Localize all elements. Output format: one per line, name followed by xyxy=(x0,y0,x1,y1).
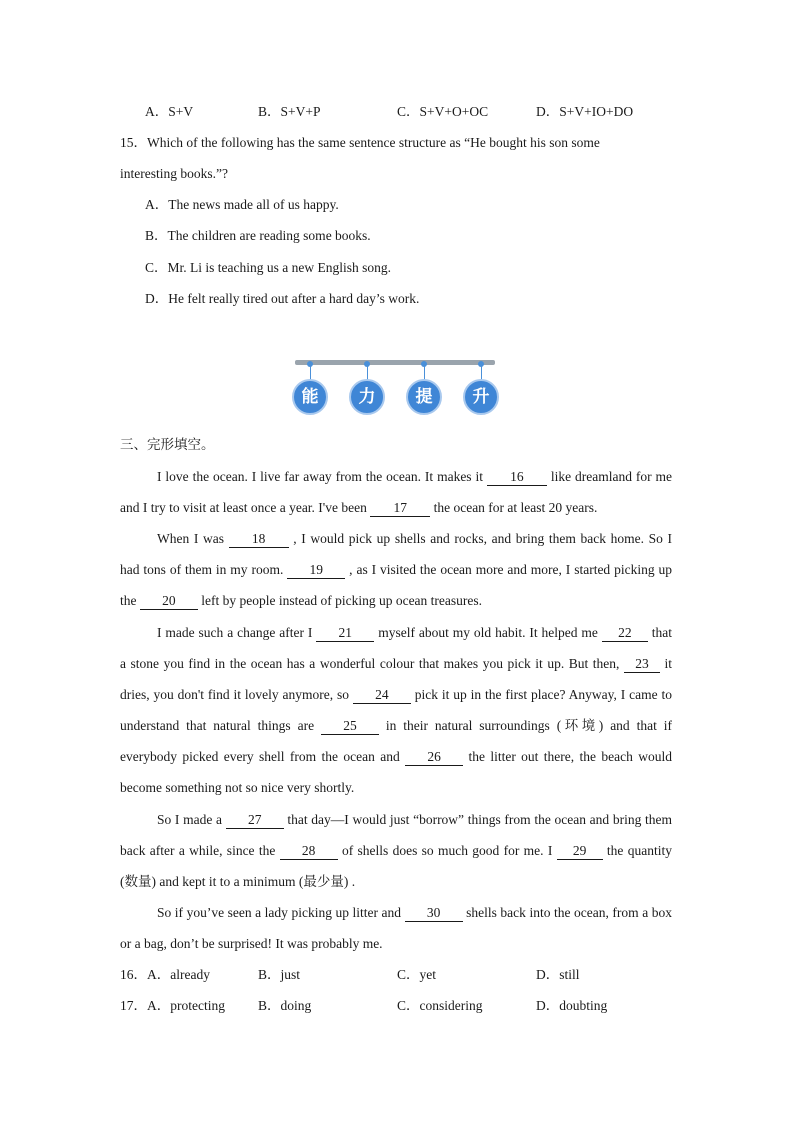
blank-26: 26 xyxy=(405,749,463,766)
passage-text: left by people instead of picking up ocean treasures. xyxy=(197,593,483,609)
passage-text: the ocean for at least 20 years. xyxy=(430,500,598,516)
passage-text: myself about my old habit. It helped me xyxy=(374,625,602,640)
passage-text: it dries, you don't find it lovely anymore, so xyxy=(120,656,672,703)
passage-text: that day—I would just “borrow” things from the ocean and bring them back after a while, since the xyxy=(120,812,672,859)
blank-16: 16 xyxy=(487,469,547,486)
q14-option-a: A．S+V xyxy=(145,104,194,119)
q17-option-b: B．doing xyxy=(258,998,312,1013)
section-heading: 三、完形填空。 xyxy=(120,437,215,453)
banner-char-2: 力 xyxy=(349,379,385,415)
blank-30: 30 xyxy=(405,905,463,922)
q16-option-b: B．just xyxy=(258,967,301,982)
blank-21: 21 xyxy=(316,625,374,642)
q15-stem-line2: interesting books.”? xyxy=(120,166,228,181)
banner-char-3: 提 xyxy=(406,379,442,415)
passage-text: I made such a change after I xyxy=(157,625,317,640)
passage-text: shells back into the ocean, from a box or a bag, don’t be surprised! It was probably me. xyxy=(120,905,672,952)
blank-20: 20 xyxy=(140,593,198,610)
passage-paragraph-5 xyxy=(120,897,672,959)
passage-text: I love the ocean. I live far away from the ocean. It makes it xyxy=(157,469,487,484)
passage-text: , I would pick up shells and rocks, and bring them back home. So I had tons of them in my room. xyxy=(120,531,672,578)
passage-text: So I made a xyxy=(157,812,226,827)
passage-text: of shells does so much good for me. I xyxy=(337,843,557,859)
q17-option-c: C．considering xyxy=(397,998,483,1013)
blank-25: 25 xyxy=(321,718,379,735)
q15-option-a: A．The news made all of us happy. xyxy=(145,197,339,212)
banner-char-1: 能 xyxy=(292,379,328,415)
q16-option-c: C．yet xyxy=(397,967,436,982)
q14-option-c: C．S+V+O+OC xyxy=(397,104,489,119)
passage-text: pick it up in the first place? Anyway, I came to understand that natural things are xyxy=(120,687,672,734)
blank-24: 24 xyxy=(353,687,411,704)
q15-stem-line1: 15．Which of the following has the same sentence structure as “He bought his son some xyxy=(120,135,600,150)
q14-option-b: B．S+V+P xyxy=(258,104,321,119)
q15-option-c: C．Mr. Li is teaching us a new English song. xyxy=(145,260,391,275)
ability-banner xyxy=(290,357,500,417)
blank-29: 29 xyxy=(557,843,603,860)
q17-option-d: D．doubting xyxy=(536,998,608,1013)
blank-19: 19 xyxy=(287,562,345,579)
passage-paragraph-3 xyxy=(120,617,672,804)
q14-options xyxy=(0,102,794,122)
q17-option-a: 17．A．protecting xyxy=(120,998,225,1013)
q16-option-a: 16．A．already xyxy=(120,967,210,982)
q16-options xyxy=(0,965,794,985)
blank-28: 28 xyxy=(280,843,338,860)
passage-text: the quantity (数量) and kept it to a minimum (最少量) . xyxy=(120,843,672,890)
q17-options xyxy=(0,996,794,1016)
passage-text: like dreamland for me and I try to visit at least once a year. I've been xyxy=(120,469,673,516)
passage-text: , as I visited the ocean more and more, I started picking up the xyxy=(120,562,673,609)
blank-22: 22 xyxy=(602,625,648,642)
passage-text: that a stone you find in the ocean has a wonderful colour that makes you pick it up. But then, xyxy=(120,625,672,672)
banner-bar xyxy=(295,360,495,365)
passage-paragraph-2 xyxy=(120,523,672,616)
passage-text: the litter out there, the beach would become something not so nice very shortly. xyxy=(120,749,672,796)
banner-char-4: 升 xyxy=(463,379,499,415)
q15-option-d: D．He felt really tired out after a hard day’s work. xyxy=(145,291,420,306)
blank-27: 27 xyxy=(226,812,284,829)
blank-23: 23 xyxy=(624,656,660,673)
passage-text: in their natural surroundings (环境) and that if everybody picked every shell from the ocean and xyxy=(120,718,672,765)
passage-paragraph-1 xyxy=(120,461,672,523)
passage-paragraph-4 xyxy=(120,804,672,897)
passage-text: So if you’ve seen a lady picking up litter and xyxy=(157,905,405,920)
q15-option-b: B．The children are reading some books. xyxy=(145,228,371,243)
q14-option-d: D．S+V+IO+DO xyxy=(536,104,634,119)
q16-option-d: D．still xyxy=(536,967,580,982)
blank-17: 17 xyxy=(370,500,430,517)
passage-text: When I was xyxy=(157,531,229,546)
blank-18: 18 xyxy=(229,531,289,548)
